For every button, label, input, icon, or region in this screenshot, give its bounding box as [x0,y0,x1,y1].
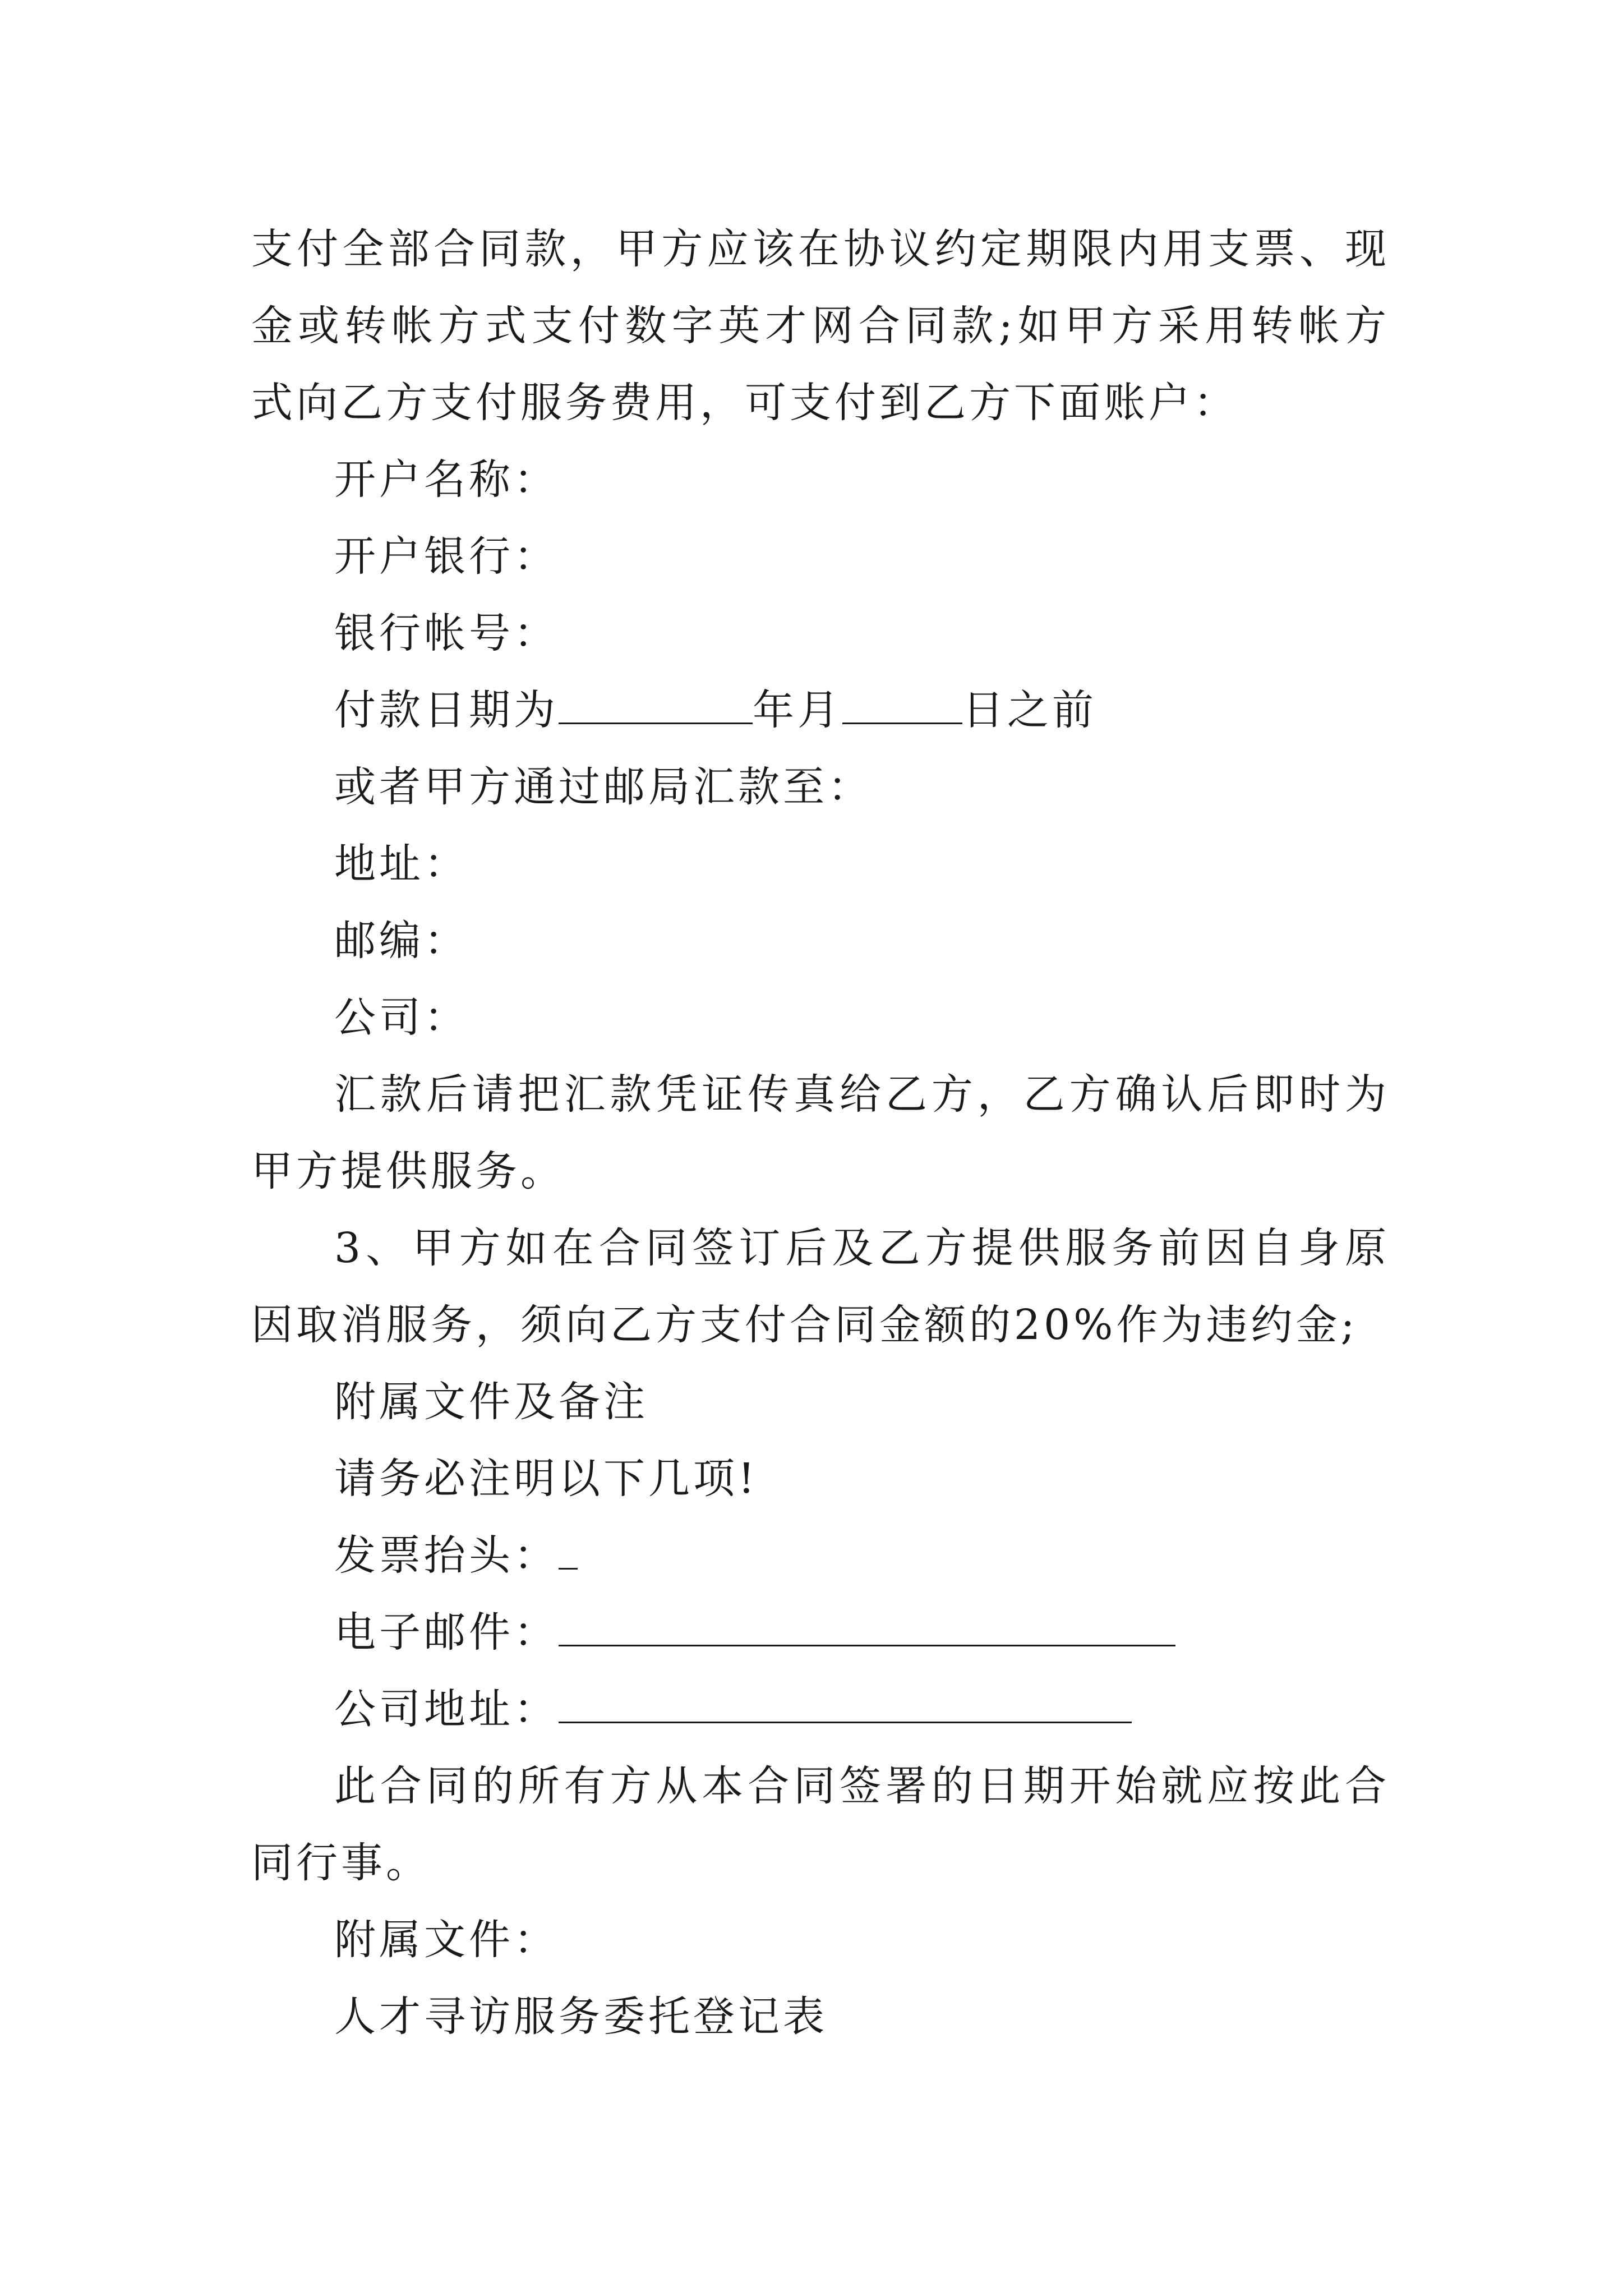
payment-date-line [251,672,1390,749]
day-blank [842,688,962,724]
notice-line: 请务必注明以下几项! [334,1455,758,1503]
registration-form-line: 人才寻访服务委托登记表 [334,1993,828,2041]
bank-line: 开户银行： [334,532,559,581]
invoice-title-label: 发票抬头： [334,1531,559,1580]
document-body [251,211,1390,2055]
address-line: 地址： [334,840,469,888]
effective-paragraph: 此合同的所有方从本合同签署的日期开始就应按此合同行事。 [251,1762,1390,1887]
company-address-line [251,1671,1390,1748]
email-label: 电子邮件： [334,1608,559,1657]
attachments-notes-heading: 附属文件及备注 [334,1378,648,1426]
company-address-label: 公司地址： [334,1685,559,1733]
attachments-heading: 附属文件： [334,1916,559,1964]
year-blank [559,688,753,724]
email-blank [559,1610,1175,1646]
cancellation-paragraph: 3、甲方如在合同签订后及乙方提供服务前因自身原因取消服务，须向乙方支付合同金额的20%作为违约金; [251,1224,1390,1349]
invoice-title-line [251,1517,1390,1594]
payment-date-prefix: 付款日期为 [334,686,559,734]
account-name-line: 开户名称： [334,455,559,504]
payment-date-mid: 年月 [753,686,842,734]
payment-paragraph: 支付全部合同款，甲方应该在协议约定期限内用支票、现金或转帐方式支付数字英才网合同款;如甲方采用转帐方式向乙方支付服务费用，可支付到乙方下面账户： [251,225,1390,427]
zipcode-line: 邮编： [334,917,469,965]
remittance-fax-paragraph: 汇款后请把汇款凭证传真给乙方，乙方确认后即时为甲方提供服务。 [251,1070,1390,1195]
email-line [251,1594,1390,1671]
company-address-blank [559,1687,1132,1723]
payment-date-suffix: 日之前 [962,686,1097,734]
account-number-line: 银行帐号： [334,609,559,657]
company-line: 公司： [334,993,469,1042]
invoice-title-blank [559,1533,578,1570]
postal-remittance-line: 或者甲方通过邮局汇款至： [334,763,873,811]
